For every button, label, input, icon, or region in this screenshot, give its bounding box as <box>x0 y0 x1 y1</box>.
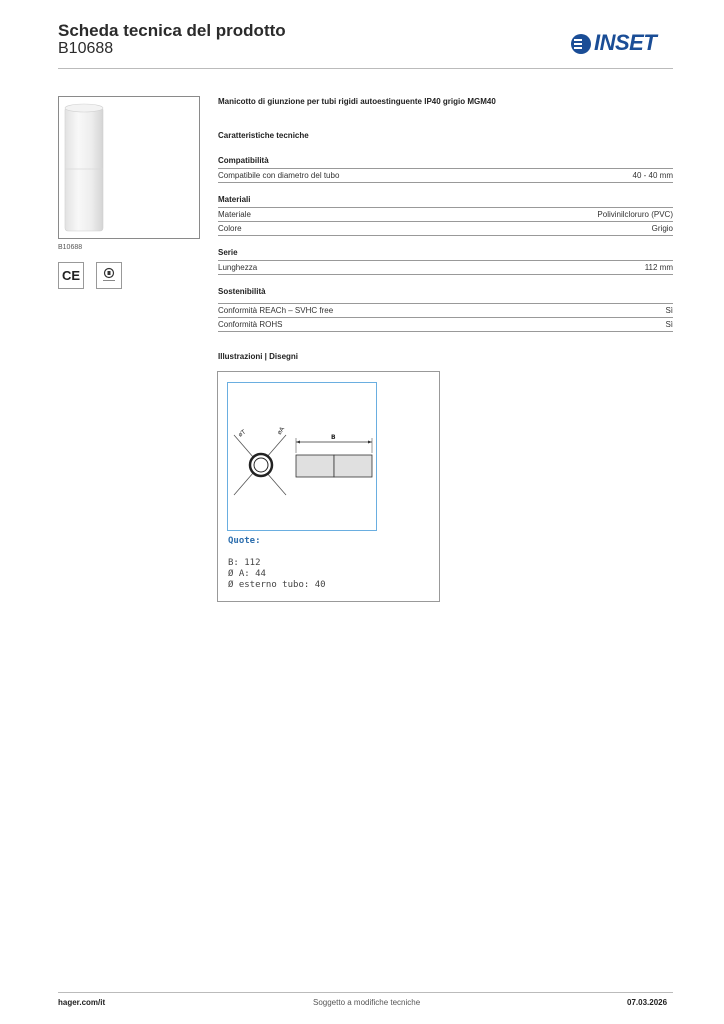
brand-logo <box>570 32 674 56</box>
spec-label: Conformità REACh – SVHC free <box>218 306 334 315</box>
spec-row <box>218 303 673 317</box>
ce-mark-icon: CE <box>58 262 84 289</box>
technical-drawing <box>227 382 377 531</box>
dimension-outer: Ø esterno tubo: 40 <box>228 580 326 590</box>
spec-label: Lunghezza <box>218 263 258 272</box>
spec-value: Polivinilcloruro (PVC) <box>597 210 673 219</box>
spec-label: Conformità ROHS <box>218 320 283 329</box>
specs-caption: Caratteristiche tecniche <box>218 131 309 140</box>
image-caption: B10688 <box>58 244 83 251</box>
row-divider <box>218 235 673 236</box>
dimension-b: B: 112 <box>228 558 261 568</box>
spec-row <box>218 168 673 182</box>
group-compatibility-title: Compatibilità <box>218 156 269 165</box>
row-divider <box>218 274 673 275</box>
spec-label: Materiale <box>218 210 251 219</box>
spec-label: Colore <box>218 224 242 233</box>
product-description: Manicotto di giunzione per tubi rigidi autoestinguente IP40 grigio MGM40 <box>218 97 496 106</box>
spec-value: Grigio <box>651 224 673 233</box>
spec-value: Sì <box>665 306 673 315</box>
group-series-title: Serie <box>218 248 238 257</box>
row-divider <box>218 182 673 183</box>
outer-diameter-label: øT <box>237 428 248 439</box>
sleeve-illustration <box>59 97 199 238</box>
group-sustainability-title: Sostenibilità <box>218 287 266 296</box>
document-title: Scheda tecnica del prodotto <box>58 21 286 40</box>
length-label: B <box>331 434 336 441</box>
product-code: B10688 <box>58 40 114 57</box>
footer-divider <box>58 992 673 993</box>
spec-value: 112 mm <box>644 263 673 272</box>
spec-row <box>218 221 673 235</box>
imq-mark-icon <box>96 262 122 289</box>
brand-name: INSET <box>594 30 657 55</box>
spec-label: Compatibile con diametro del tubo <box>218 171 340 180</box>
spec-row <box>218 207 673 221</box>
header-divider <box>58 68 673 69</box>
footer-note: Soggetto a modifiche tecniche <box>313 998 421 1007</box>
spec-row <box>218 317 673 331</box>
spec-value: Sì <box>665 320 673 329</box>
dimensions-title: Quote: <box>228 536 261 546</box>
group-materials-title: Materiali <box>218 195 251 204</box>
logo-mark-icon <box>570 32 594 56</box>
spec-row <box>218 260 673 274</box>
spec-value: 40 - 40 mm <box>632 171 673 180</box>
illustrations-caption: Illustrazioni | Disegni <box>218 352 299 361</box>
product-image <box>58 96 200 239</box>
row-divider <box>218 331 673 332</box>
inner-diameter-label: øA <box>275 425 287 437</box>
footer-site-link[interactable]: hager.com/it <box>58 998 106 1007</box>
footer-date: 07.03.2026 <box>627 998 668 1007</box>
dimension-a: Ø A: 44 <box>228 569 266 579</box>
